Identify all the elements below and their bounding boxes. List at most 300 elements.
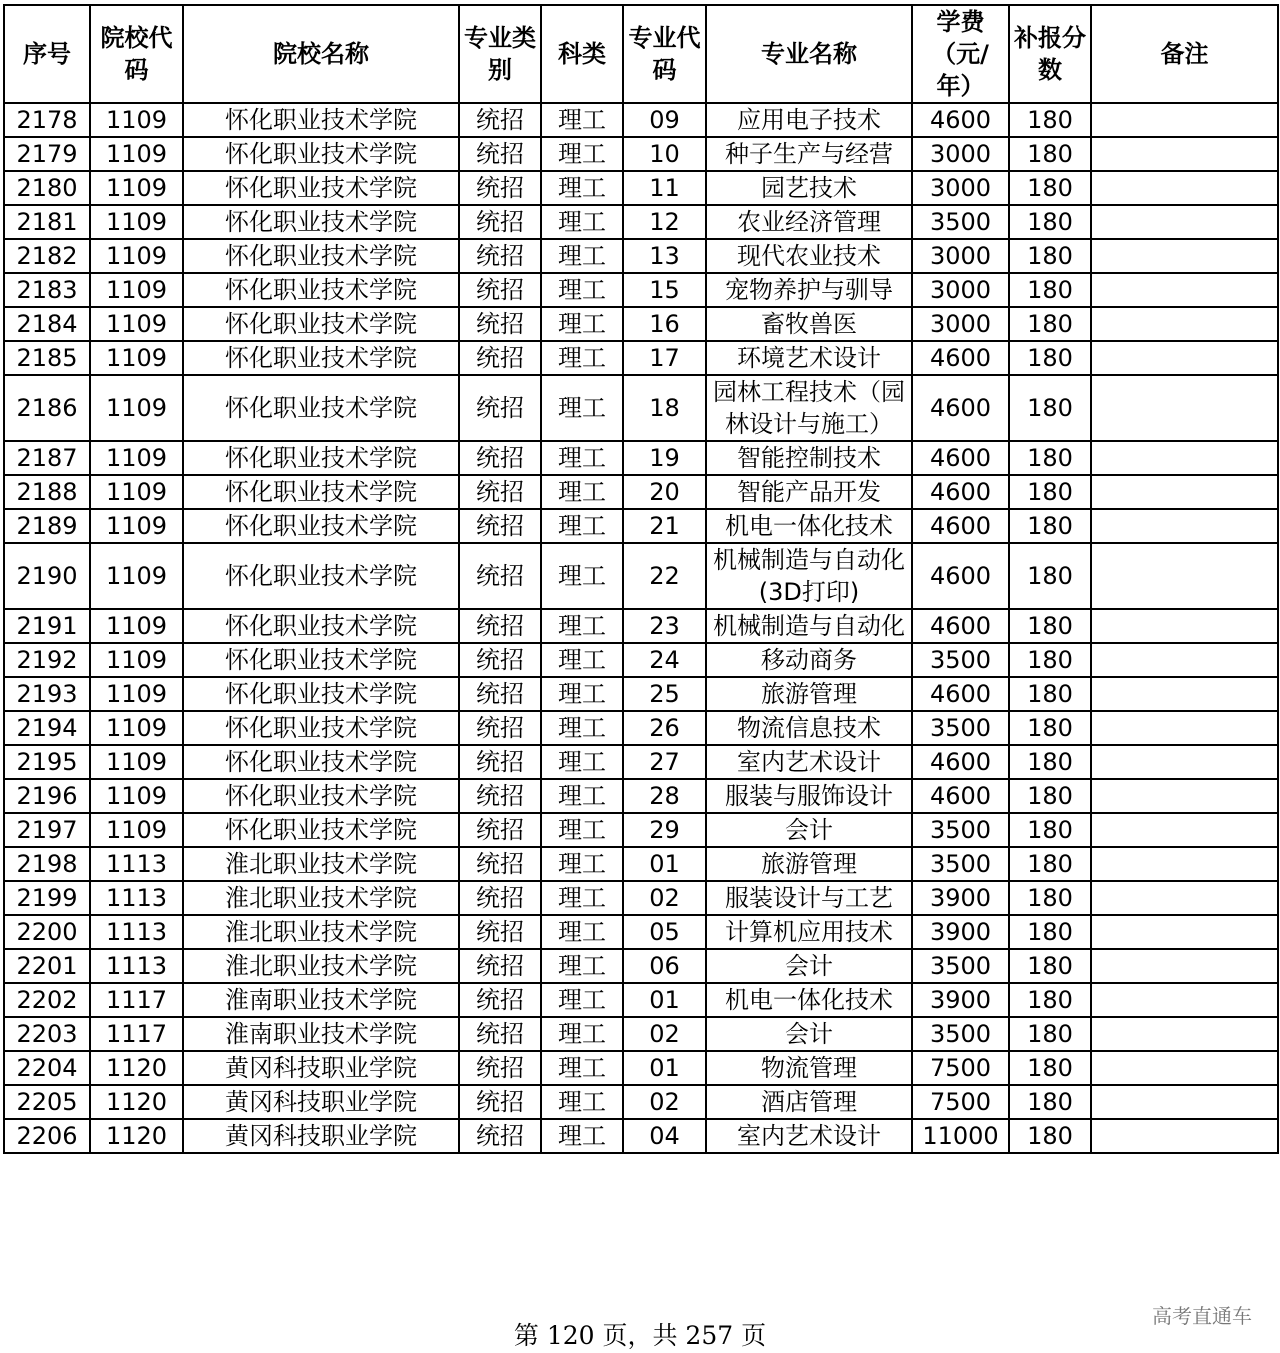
table-row bbox=[4, 137, 1278, 171]
cell-subject: 理工 bbox=[541, 1085, 623, 1119]
cell-school: 淮北职业技术学院 bbox=[183, 847, 459, 881]
cell-subject: 理工 bbox=[541, 711, 623, 745]
table-row bbox=[4, 745, 1278, 779]
cell-school: 怀化职业技术学院 bbox=[183, 677, 459, 711]
cell-score: 180 bbox=[1009, 1119, 1091, 1153]
cell-major: 移动商务 bbox=[706, 643, 912, 677]
cell-fee: 3500 bbox=[912, 643, 1009, 677]
cell-fee: 3500 bbox=[912, 949, 1009, 983]
cell-fee: 4600 bbox=[912, 543, 1009, 609]
cell-score: 180 bbox=[1009, 643, 1091, 677]
table-row bbox=[4, 509, 1278, 543]
cell-subject: 理工 bbox=[541, 1017, 623, 1051]
cell-fee: 4600 bbox=[912, 341, 1009, 375]
table-row bbox=[4, 711, 1278, 745]
cell-score: 180 bbox=[1009, 1085, 1091, 1119]
cell-mcode: 13 bbox=[623, 239, 706, 273]
cell-mcode: 16 bbox=[623, 307, 706, 341]
cell-subject: 理工 bbox=[541, 441, 623, 475]
cell-no: 2187 bbox=[4, 441, 90, 475]
cell-code: 1109 bbox=[90, 239, 183, 273]
page-footer: 第 120 页，共 257 页 bbox=[513, 1321, 767, 1350]
cell-mcode: 22 bbox=[623, 543, 706, 609]
header-cell: 备注 bbox=[1091, 5, 1278, 103]
cell-subject: 理工 bbox=[541, 171, 623, 205]
cell-subject: 理工 bbox=[541, 643, 623, 677]
cell-subject: 理工 bbox=[541, 1119, 623, 1153]
cell-score: 180 bbox=[1009, 137, 1091, 171]
cell-code: 1109 bbox=[90, 307, 183, 341]
cell-school: 怀化职业技术学院 bbox=[183, 307, 459, 341]
header-cell: 院校代码 bbox=[90, 5, 183, 103]
cell-major: 畜牧兽医 bbox=[706, 307, 912, 341]
cell-school: 怀化职业技术学院 bbox=[183, 171, 459, 205]
cell-note bbox=[1091, 543, 1278, 609]
table-row bbox=[4, 205, 1278, 239]
cell-fee: 3900 bbox=[912, 983, 1009, 1017]
cell-major: 园林工程技术（园林设计与施工） bbox=[706, 375, 912, 441]
cell-mcode: 09 bbox=[623, 103, 706, 137]
cell-score: 180 bbox=[1009, 509, 1091, 543]
cell-note bbox=[1091, 1017, 1278, 1051]
table-row bbox=[4, 375, 1278, 441]
cell-score: 180 bbox=[1009, 745, 1091, 779]
cell-major: 现代农业技术 bbox=[706, 239, 912, 273]
cell-no: 2199 bbox=[4, 881, 90, 915]
cell-mcode: 06 bbox=[623, 949, 706, 983]
cell-no: 2204 bbox=[4, 1051, 90, 1085]
cell-mcode: 24 bbox=[623, 643, 706, 677]
cell-code: 1109 bbox=[90, 509, 183, 543]
cell-note bbox=[1091, 137, 1278, 171]
cell-subject: 理工 bbox=[541, 475, 623, 509]
table-row bbox=[4, 949, 1278, 983]
cell-mcode: 25 bbox=[623, 677, 706, 711]
cell-mcode: 15 bbox=[623, 273, 706, 307]
cell-major: 服装设计与工艺 bbox=[706, 881, 912, 915]
cell-score: 180 bbox=[1009, 983, 1091, 1017]
cell-no: 2181 bbox=[4, 205, 90, 239]
cell-type: 统招 bbox=[459, 779, 541, 813]
cell-major: 会计 bbox=[706, 949, 912, 983]
cell-no: 2185 bbox=[4, 341, 90, 375]
cell-note bbox=[1091, 847, 1278, 881]
cell-type: 统招 bbox=[459, 171, 541, 205]
cell-mcode: 20 bbox=[623, 475, 706, 509]
table-row bbox=[4, 273, 1278, 307]
cell-type: 统招 bbox=[459, 745, 541, 779]
cell-note bbox=[1091, 1119, 1278, 1153]
cell-mcode: 19 bbox=[623, 441, 706, 475]
cell-score: 180 bbox=[1009, 375, 1091, 441]
cell-fee: 11000 bbox=[912, 1119, 1009, 1153]
cell-mcode: 18 bbox=[623, 375, 706, 441]
cell-mcode: 01 bbox=[623, 1051, 706, 1085]
cell-no: 2194 bbox=[4, 711, 90, 745]
cell-type: 统招 bbox=[459, 273, 541, 307]
cell-code: 1117 bbox=[90, 1017, 183, 1051]
cell-type: 统招 bbox=[459, 643, 541, 677]
cell-major: 酒店管理 bbox=[706, 1085, 912, 1119]
cell-school: 黄冈科技职业学院 bbox=[183, 1085, 459, 1119]
cell-note bbox=[1091, 643, 1278, 677]
cell-type: 统招 bbox=[459, 915, 541, 949]
cell-no: 2202 bbox=[4, 983, 90, 1017]
cell-major: 服装与服饰设计 bbox=[706, 779, 912, 813]
cell-score: 180 bbox=[1009, 949, 1091, 983]
cell-fee: 7500 bbox=[912, 1085, 1009, 1119]
cell-school: 怀化职业技术学院 bbox=[183, 137, 459, 171]
header-cell: 科类 bbox=[541, 5, 623, 103]
cell-score: 180 bbox=[1009, 441, 1091, 475]
cell-code: 1109 bbox=[90, 137, 183, 171]
cell-code: 1109 bbox=[90, 609, 183, 643]
cell-mcode: 23 bbox=[623, 609, 706, 643]
table-row bbox=[4, 1051, 1278, 1085]
cell-code: 1109 bbox=[90, 171, 183, 205]
cell-type: 统招 bbox=[459, 881, 541, 915]
cell-major: 物流管理 bbox=[706, 1051, 912, 1085]
cell-code: 1109 bbox=[90, 441, 183, 475]
cell-subject: 理工 bbox=[541, 745, 623, 779]
cell-type: 统招 bbox=[459, 475, 541, 509]
cell-code: 1109 bbox=[90, 273, 183, 307]
cell-fee: 3900 bbox=[912, 881, 1009, 915]
cell-note bbox=[1091, 915, 1278, 949]
cell-subject: 理工 bbox=[541, 915, 623, 949]
cell-note bbox=[1091, 745, 1278, 779]
cell-note bbox=[1091, 1051, 1278, 1085]
cell-major: 物流信息技术 bbox=[706, 711, 912, 745]
cell-fee: 4600 bbox=[912, 509, 1009, 543]
cell-fee: 4600 bbox=[912, 779, 1009, 813]
cell-note bbox=[1091, 171, 1278, 205]
cell-no: 2189 bbox=[4, 509, 90, 543]
cell-note bbox=[1091, 1085, 1278, 1119]
cell-no: 2180 bbox=[4, 171, 90, 205]
cell-school: 怀化职业技术学院 bbox=[183, 813, 459, 847]
cell-score: 180 bbox=[1009, 881, 1091, 915]
cell-type: 统招 bbox=[459, 1017, 541, 1051]
cell-score: 180 bbox=[1009, 205, 1091, 239]
cell-code: 1109 bbox=[90, 745, 183, 779]
cell-major: 智能控制技术 bbox=[706, 441, 912, 475]
table-row bbox=[4, 983, 1278, 1017]
cell-school: 淮北职业技术学院 bbox=[183, 949, 459, 983]
cell-subject: 理工 bbox=[541, 813, 623, 847]
cell-code: 1109 bbox=[90, 813, 183, 847]
cell-score: 180 bbox=[1009, 677, 1091, 711]
table-row bbox=[4, 475, 1278, 509]
cell-subject: 理工 bbox=[541, 677, 623, 711]
cell-school: 怀化职业技术学院 bbox=[183, 239, 459, 273]
cell-no: 2192 bbox=[4, 643, 90, 677]
cell-note bbox=[1091, 375, 1278, 441]
cell-score: 180 bbox=[1009, 915, 1091, 949]
cell-type: 统招 bbox=[459, 847, 541, 881]
cell-no: 2198 bbox=[4, 847, 90, 881]
cell-fee: 3900 bbox=[912, 915, 1009, 949]
table-row bbox=[4, 171, 1278, 205]
cell-no: 2203 bbox=[4, 1017, 90, 1051]
cell-type: 统招 bbox=[459, 509, 541, 543]
cell-type: 统招 bbox=[459, 677, 541, 711]
cell-fee: 4600 bbox=[912, 103, 1009, 137]
cell-code: 1120 bbox=[90, 1119, 183, 1153]
cell-fee: 3000 bbox=[912, 273, 1009, 307]
cell-major: 宠物养护与驯导 bbox=[706, 273, 912, 307]
cell-subject: 理工 bbox=[541, 137, 623, 171]
cell-major: 环境艺术设计 bbox=[706, 341, 912, 375]
cell-school: 怀化职业技术学院 bbox=[183, 779, 459, 813]
cell-school: 黄冈科技职业学院 bbox=[183, 1119, 459, 1153]
cell-note bbox=[1091, 813, 1278, 847]
cell-school: 怀化职业技术学院 bbox=[183, 745, 459, 779]
cell-no: 2178 bbox=[4, 103, 90, 137]
header-cell: 专业类别 bbox=[459, 5, 541, 103]
cell-subject: 理工 bbox=[541, 1051, 623, 1085]
cell-type: 统招 bbox=[459, 543, 541, 609]
cell-major: 会计 bbox=[706, 1017, 912, 1051]
cell-fee: 3500 bbox=[912, 813, 1009, 847]
cell-score: 180 bbox=[1009, 475, 1091, 509]
cell-school: 怀化职业技术学院 bbox=[183, 643, 459, 677]
cell-fee: 3000 bbox=[912, 307, 1009, 341]
cell-major: 旅游管理 bbox=[706, 677, 912, 711]
cell-score: 180 bbox=[1009, 543, 1091, 609]
cell-no: 2191 bbox=[4, 609, 90, 643]
cell-fee: 4600 bbox=[912, 375, 1009, 441]
cell-score: 180 bbox=[1009, 779, 1091, 813]
cell-score: 180 bbox=[1009, 711, 1091, 745]
cell-fee: 3000 bbox=[912, 239, 1009, 273]
cell-type: 统招 bbox=[459, 137, 541, 171]
cell-major: 室内艺术设计 bbox=[706, 745, 912, 779]
cell-score: 180 bbox=[1009, 1017, 1091, 1051]
cell-no: 2183 bbox=[4, 273, 90, 307]
cell-subject: 理工 bbox=[541, 609, 623, 643]
table-row bbox=[4, 103, 1278, 137]
cell-major: 应用电子技术 bbox=[706, 103, 912, 137]
cell-fee: 4600 bbox=[912, 609, 1009, 643]
cell-type: 统招 bbox=[459, 341, 541, 375]
cell-no: 2195 bbox=[4, 745, 90, 779]
header-cell: 补报分数 bbox=[1009, 5, 1091, 103]
cell-school: 怀化职业技术学院 bbox=[183, 375, 459, 441]
cell-type: 统招 bbox=[459, 375, 541, 441]
cell-type: 统招 bbox=[459, 711, 541, 745]
cell-fee: 7500 bbox=[912, 1051, 1009, 1085]
cell-school: 怀化职业技术学院 bbox=[183, 205, 459, 239]
cell-school: 怀化职业技术学院 bbox=[183, 441, 459, 475]
cell-subject: 理工 bbox=[541, 307, 623, 341]
cell-school: 淮北职业技术学院 bbox=[183, 881, 459, 915]
cell-code: 1113 bbox=[90, 949, 183, 983]
cell-no: 2190 bbox=[4, 543, 90, 609]
cell-subject: 理工 bbox=[541, 983, 623, 1017]
cell-code: 1109 bbox=[90, 375, 183, 441]
cell-score: 180 bbox=[1009, 609, 1091, 643]
table-row bbox=[4, 677, 1278, 711]
cell-score: 180 bbox=[1009, 847, 1091, 881]
cell-score: 180 bbox=[1009, 273, 1091, 307]
cell-subject: 理工 bbox=[541, 949, 623, 983]
cell-note bbox=[1091, 273, 1278, 307]
cell-no: 2188 bbox=[4, 475, 90, 509]
admission-table bbox=[3, 4, 1279, 1154]
cell-school: 黄冈科技职业学院 bbox=[183, 1051, 459, 1085]
cell-note bbox=[1091, 677, 1278, 711]
table-row bbox=[4, 1119, 1278, 1153]
cell-subject: 理工 bbox=[541, 239, 623, 273]
cell-no: 2179 bbox=[4, 137, 90, 171]
cell-type: 统招 bbox=[459, 609, 541, 643]
cell-note bbox=[1091, 983, 1278, 1017]
watermark: 高考直通车 bbox=[1152, 1304, 1252, 1328]
header-cell: 专业名称 bbox=[706, 5, 912, 103]
cell-school: 怀化职业技术学院 bbox=[183, 711, 459, 745]
cell-mcode: 27 bbox=[623, 745, 706, 779]
cell-code: 1109 bbox=[90, 205, 183, 239]
cell-mcode: 29 bbox=[623, 813, 706, 847]
cell-fee: 4600 bbox=[912, 441, 1009, 475]
cell-fee: 3000 bbox=[912, 171, 1009, 205]
cell-major: 机电一体化技术 bbox=[706, 983, 912, 1017]
cell-type: 统招 bbox=[459, 103, 541, 137]
cell-subject: 理工 bbox=[541, 509, 623, 543]
cell-major: 机电一体化技术 bbox=[706, 509, 912, 543]
cell-code: 1109 bbox=[90, 711, 183, 745]
cell-subject: 理工 bbox=[541, 341, 623, 375]
cell-subject: 理工 bbox=[541, 543, 623, 609]
cell-score: 180 bbox=[1009, 307, 1091, 341]
cell-no: 2182 bbox=[4, 239, 90, 273]
cell-mcode: 05 bbox=[623, 915, 706, 949]
cell-code: 1109 bbox=[90, 341, 183, 375]
cell-subject: 理工 bbox=[541, 205, 623, 239]
table-row bbox=[4, 1085, 1278, 1119]
cell-code: 1109 bbox=[90, 677, 183, 711]
cell-note bbox=[1091, 779, 1278, 813]
cell-type: 统招 bbox=[459, 1119, 541, 1153]
cell-note bbox=[1091, 609, 1278, 643]
cell-school: 怀化职业技术学院 bbox=[183, 341, 459, 375]
cell-score: 180 bbox=[1009, 239, 1091, 273]
cell-major: 智能产品开发 bbox=[706, 475, 912, 509]
cell-major: 会计 bbox=[706, 813, 912, 847]
cell-note bbox=[1091, 307, 1278, 341]
cell-fee: 4600 bbox=[912, 677, 1009, 711]
cell-mcode: 26 bbox=[623, 711, 706, 745]
cell-note bbox=[1091, 475, 1278, 509]
cell-code: 1109 bbox=[90, 103, 183, 137]
cell-type: 统招 bbox=[459, 1051, 541, 1085]
cell-score: 180 bbox=[1009, 813, 1091, 847]
cell-mcode: 17 bbox=[623, 341, 706, 375]
cell-code: 1117 bbox=[90, 983, 183, 1017]
cell-school: 淮北职业技术学院 bbox=[183, 915, 459, 949]
cell-note bbox=[1091, 341, 1278, 375]
cell-mcode: 02 bbox=[623, 1017, 706, 1051]
cell-code: 1113 bbox=[90, 881, 183, 915]
cell-school: 怀化职业技术学院 bbox=[183, 543, 459, 609]
cell-major: 机械制造与自动化(3D打印) bbox=[706, 543, 912, 609]
table-row bbox=[4, 779, 1278, 813]
header-cell: 专业代码 bbox=[623, 5, 706, 103]
cell-code: 1120 bbox=[90, 1085, 183, 1119]
cell-score: 180 bbox=[1009, 341, 1091, 375]
header-row bbox=[4, 5, 1278, 103]
cell-mcode: 28 bbox=[623, 779, 706, 813]
cell-major: 室内艺术设计 bbox=[706, 1119, 912, 1153]
cell-major: 种子生产与经营 bbox=[706, 137, 912, 171]
cell-no: 2186 bbox=[4, 375, 90, 441]
cell-no: 2196 bbox=[4, 779, 90, 813]
cell-no: 2201 bbox=[4, 949, 90, 983]
cell-note bbox=[1091, 881, 1278, 915]
cell-fee: 4600 bbox=[912, 745, 1009, 779]
cell-type: 统招 bbox=[459, 205, 541, 239]
cell-code: 1109 bbox=[90, 643, 183, 677]
cell-school: 怀化职业技术学院 bbox=[183, 475, 459, 509]
cell-subject: 理工 bbox=[541, 103, 623, 137]
cell-subject: 理工 bbox=[541, 779, 623, 813]
cell-subject: 理工 bbox=[541, 273, 623, 307]
cell-school: 淮南职业技术学院 bbox=[183, 983, 459, 1017]
cell-mcode: 12 bbox=[623, 205, 706, 239]
cell-school: 怀化职业技术学院 bbox=[183, 509, 459, 543]
table-row bbox=[4, 915, 1278, 949]
cell-note bbox=[1091, 103, 1278, 137]
cell-fee: 4600 bbox=[912, 475, 1009, 509]
cell-note bbox=[1091, 509, 1278, 543]
table-row bbox=[4, 307, 1278, 341]
table-row bbox=[4, 239, 1278, 273]
cell-mcode: 02 bbox=[623, 1085, 706, 1119]
cell-school: 怀化职业技术学院 bbox=[183, 273, 459, 307]
cell-major: 园艺技术 bbox=[706, 171, 912, 205]
cell-no: 2193 bbox=[4, 677, 90, 711]
header-cell: 序号 bbox=[4, 5, 90, 103]
cell-code: 1109 bbox=[90, 779, 183, 813]
cell-type: 统招 bbox=[459, 813, 541, 847]
cell-no: 2184 bbox=[4, 307, 90, 341]
table-row bbox=[4, 441, 1278, 475]
cell-mcode: 11 bbox=[623, 171, 706, 205]
cell-score: 180 bbox=[1009, 171, 1091, 205]
cell-note bbox=[1091, 205, 1278, 239]
cell-note bbox=[1091, 239, 1278, 273]
table-row bbox=[4, 881, 1278, 915]
cell-note bbox=[1091, 949, 1278, 983]
cell-mcode: 01 bbox=[623, 983, 706, 1017]
cell-type: 统招 bbox=[459, 949, 541, 983]
cell-score: 180 bbox=[1009, 1051, 1091, 1085]
cell-fee: 3500 bbox=[912, 711, 1009, 745]
cell-fee: 3000 bbox=[912, 137, 1009, 171]
cell-school: 怀化职业技术学院 bbox=[183, 103, 459, 137]
cell-subject: 理工 bbox=[541, 881, 623, 915]
cell-no: 2205 bbox=[4, 1085, 90, 1119]
table-row bbox=[4, 1017, 1278, 1051]
cell-fee: 3500 bbox=[912, 847, 1009, 881]
cell-subject: 理工 bbox=[541, 847, 623, 881]
table-row bbox=[4, 609, 1278, 643]
cell-mcode: 10 bbox=[623, 137, 706, 171]
header-cell: 院校名称 bbox=[183, 5, 459, 103]
table-row bbox=[4, 543, 1278, 609]
cell-type: 统招 bbox=[459, 983, 541, 1017]
